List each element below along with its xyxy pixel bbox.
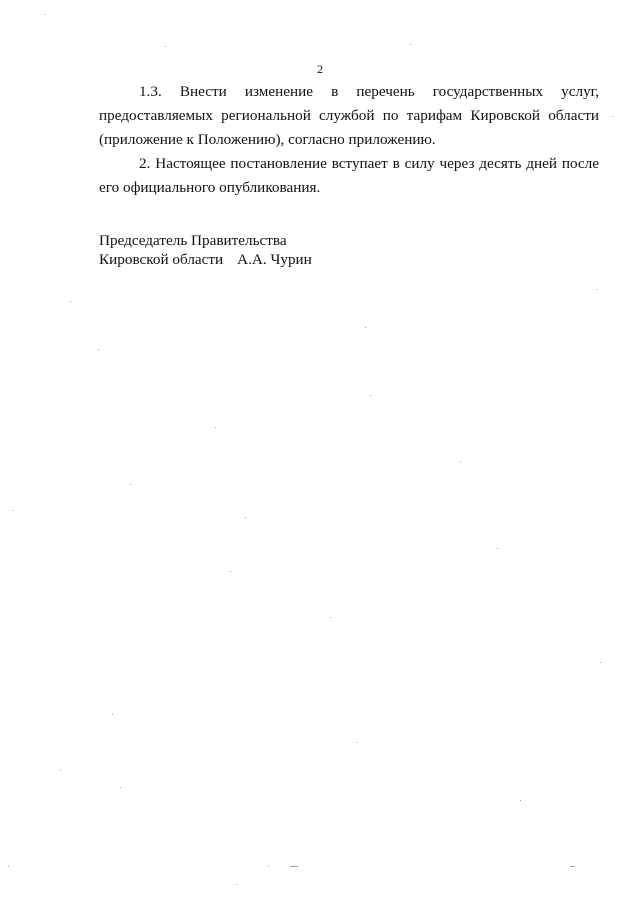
scan-speck — [70, 301, 71, 302]
signature-region: Кировской области — [99, 251, 224, 268]
scan-speck — [596, 289, 597, 290]
scan-speck — [44, 14, 45, 15]
page-number: 2 — [317, 62, 323, 76]
scan-speck — [570, 866, 575, 867]
scan-speck — [410, 44, 411, 45]
scan-speck — [330, 617, 331, 618]
signature-name: А.А. Чурин — [237, 251, 312, 268]
scan-speck — [245, 517, 246, 518]
scan-speck — [112, 714, 113, 715]
scan-speck — [120, 787, 121, 788]
scan-speck — [12, 510, 13, 511]
scan-speck — [268, 866, 269, 867]
paragraph-amendment: 1.3. Внести изменение в перечень государственных услуг, предоставляемых региональной службой по тарифам Кировской области (приложение к Положению), согласно приложению. — [99, 83, 599, 148]
signature-title: Председатель Правительства — [99, 232, 287, 249]
scan-speck — [520, 800, 521, 801]
scan-speck — [365, 327, 366, 328]
signature-block — [99, 250, 312, 269]
scan-speck — [130, 484, 131, 485]
scan-speck — [60, 770, 61, 771]
scan-speck — [215, 427, 216, 428]
scan-speck — [230, 571, 231, 572]
scan-speck — [98, 349, 99, 350]
scan-speck — [612, 116, 613, 117]
scan-speck — [497, 548, 498, 549]
scan-speck — [165, 46, 166, 47]
scan-speck — [460, 461, 461, 462]
scan-speck — [290, 866, 298, 867]
scan-speck — [370, 395, 371, 396]
scan-speck — [236, 884, 237, 885]
scan-speck — [356, 742, 357, 743]
scan-speck — [600, 662, 601, 663]
scan-speck — [8, 866, 9, 867]
paragraph-effective-date: 2. Настоящее постановление вступает в силу через десять дней после его официального опубликования. — [99, 155, 599, 196]
